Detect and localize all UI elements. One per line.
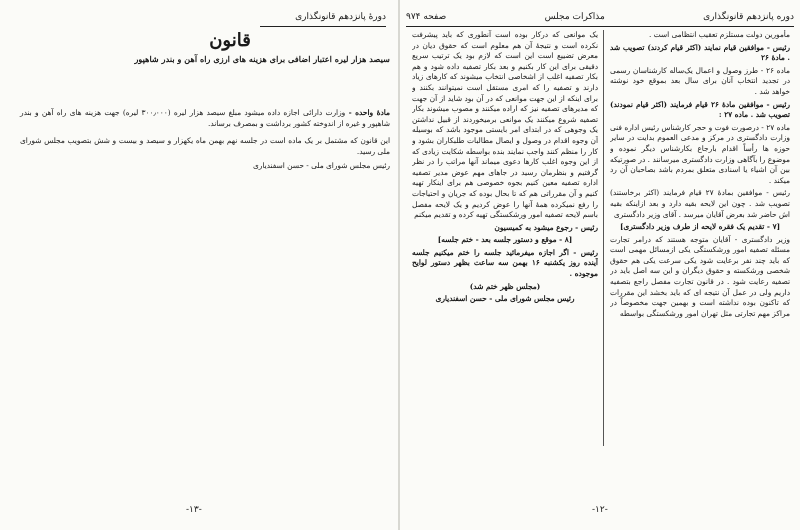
session-end-note: (مجلس ظهر ختم شد) [469,281,541,291]
paragraph: رئیس - موافقین بمادهٔ ۲۷ قیام فرمایند (اکثر برخاستند) تصویب شد . چون این لایحه بقیه دارد و بعد ازاینکه بقیه اش حاضر شد بعرض آقایان میرسد . آقای وزیر دادگستری [610,188,790,219]
paragraph: رئیس - موافقین قیام نمایند (اکثر قیام کردند) تصویب شد . مادهٔ ۲۶ [610,42,790,63]
section-heading: [۸ - موقع و دستور جلسه بعد - ختم جلسه] [437,235,573,245]
law-body [20,108,390,129]
law-intro: سیصد هزار لیره اعتبار اضافی برای هزینه های ارزی راه آهن و بندر شاهپور [134,54,390,64]
law-signature: رئیس مجلس شورای ملی - حسن اسفندیاری [253,161,390,171]
paragraph: رئیس - رجوع میشود به کمیسیون [494,222,598,232]
paragraph: یک موانعی که درکار بوده است آنطوری که باید پیشرفت نکرده است و نتیجهٔ آن هم معلوم است که حقوق دیان در معرض تضییع است این است که لازم بود یک ترتیب سریع دقیقی برای این کار بکنیم و بعد بکار تصفیه داده شود و هم بکار تصفیه اغلب از اشخاصی انتخاب میشوند که کارهای زیاد دارند و تصفیه را که امری مستقل است نمیتوانند بکنند و برای اینکه از این جهت موانعی که در آن بود شاید از آن جهت که مدیرهای تصفیه نیز که اراده میکنند و مصوب میشوند بکار تصفیه شروع میکنند یک موانعی برمیخوردند از قبیل نداشتن یک وجوهی که در ابتدای امر بایستی موجود باشد که بوسیله آن وجوه اقدام در وصول و ایصال مطالبات طلبکاران بشود و کار را منظم کنند واجب نمایند بنده بواسطه شکایت زیادی که از این وجوه اغلب کارها دعوی میماند آنها مراتب را در نظر گرفتیم و بنظرمان رسید در جاهای مهم عوض مدیر تصفیه اداره تصفیه معین کنیم بجوه خصوصی هم برای اینکار تهیه کنیم و آن مقرراتی هم که تا بحال بوده که جریان و احتیاجات را رفع نمیکرده همهٔ آنها را عوض کردیم و یک لایحه مفصل باسم لایحه تصفیه امور ورشکستگی تهیه کرده و تقدیم میکنم [412,30,598,220]
right-page-number: -۱۲- [592,505,608,515]
law-closing-block [20,136,390,172]
left-text-column [412,30,598,480]
paragraph: مأمورین دولت مستلزم تعقیب انتظامی است . [648,30,790,39]
right-text-column [610,30,790,480]
law-title: قانون [209,30,251,51]
law-body-label: مادهٔ واحده - [348,108,390,117]
left-page-header [260,8,386,27]
right-header-title: مذاکرات مجلس [544,12,605,22]
paragraph: رئیس - اگر اجازه میفرمائید جلسه را ختم میکنیم جلسه آینده روز یکشنبه ۱۶ بهمن سه ساعت بظهر دستور لوایح موجوده . [412,247,598,279]
paragraph: رئیس - موافقین مادهٔ ۲۶ قیام فرمایند (اکثر قیام نمودند) تصویب شد . ماده ۲۷ : [610,99,790,120]
law-body-text: وزارت دارائی اجازه داده میشود مبلغ سیصد هزار لیره (۳۰۰٫۰۰۰ لیره) جهت هزینه های راه آهن و بندر شاهپور و غیره از اندوخته کشور برداشت و بمصرف برساند. [20,108,390,128]
column-divider [603,30,604,446]
right-header-session: دوره پانزدهم قانونگذاری [703,12,794,22]
paragraph: وزیر دادگستری - آقایان متوجه هستند که درامر تجارت مسئله تصفیه امور ورشکستگی یکی ازمسائل مهمی است که باید چند نفر برعایت شود یکی سرعت یکی هم حقوق شخصی ورشکسته و حقوق دیگران و این سه اصل باید در تصفیه رعایت شود . در قانون تجارت مفصل راجع بتصفیه داریم ولی در عمل آن نتیجه ای که باید بخشد این مقررات که تاکنون بوده نداشته است و بهمین جهت مخصوصاً در مراکز مهم تجارتی مثل تهران امور ورشکستگی بواسطه [610,234,790,318]
left-page-number: -۱۳- [186,505,202,515]
left-header-title: دورهٔ پانزدهم قانونگذاری [295,12,386,22]
paragraph: ماده ۲۶ - طرز وصول و اعمال یک‌ساله کارشناسان رسمی در تجدید انتخاب آنان برای سال بعد بموقع خود نوشته خواهد شد . [610,65,790,96]
paragraph: ماده ۲۷ - درصورت فوت و حجر کارشناس رئیس اداره فنی وزارت دادگستری در مرکز و مدعی العموم بدایت در سایر حوزه ها رأساً اقدام بارجاع بکارشناس دیگر نموده و موضوع را بآگاهی وزارت دادگستری میرسانند . در صورتیکه بین آن اشیاء یا اسنادی متعلق بمردم باشد بصاحبان آن رد میکند . [610,122,790,185]
right-page [400,0,800,530]
law-closing: این قانون که مشتمل بر یک ماده است در جلسه نهم بهمن ماه یکهزار و سیصد و بیست و شش بتصویب مجلس شورای ملی رسید. [20,136,390,156]
signature: رئیس مجلس شورای ملی - حسن اسفندیاری [435,294,575,304]
right-page-header [406,8,794,27]
section-heading: [۷ - تقدیم یک فقره لایحه از طرف وزیر دادگستری] [619,222,781,232]
right-header-page: صفحه ۹۷۴ [406,12,447,22]
